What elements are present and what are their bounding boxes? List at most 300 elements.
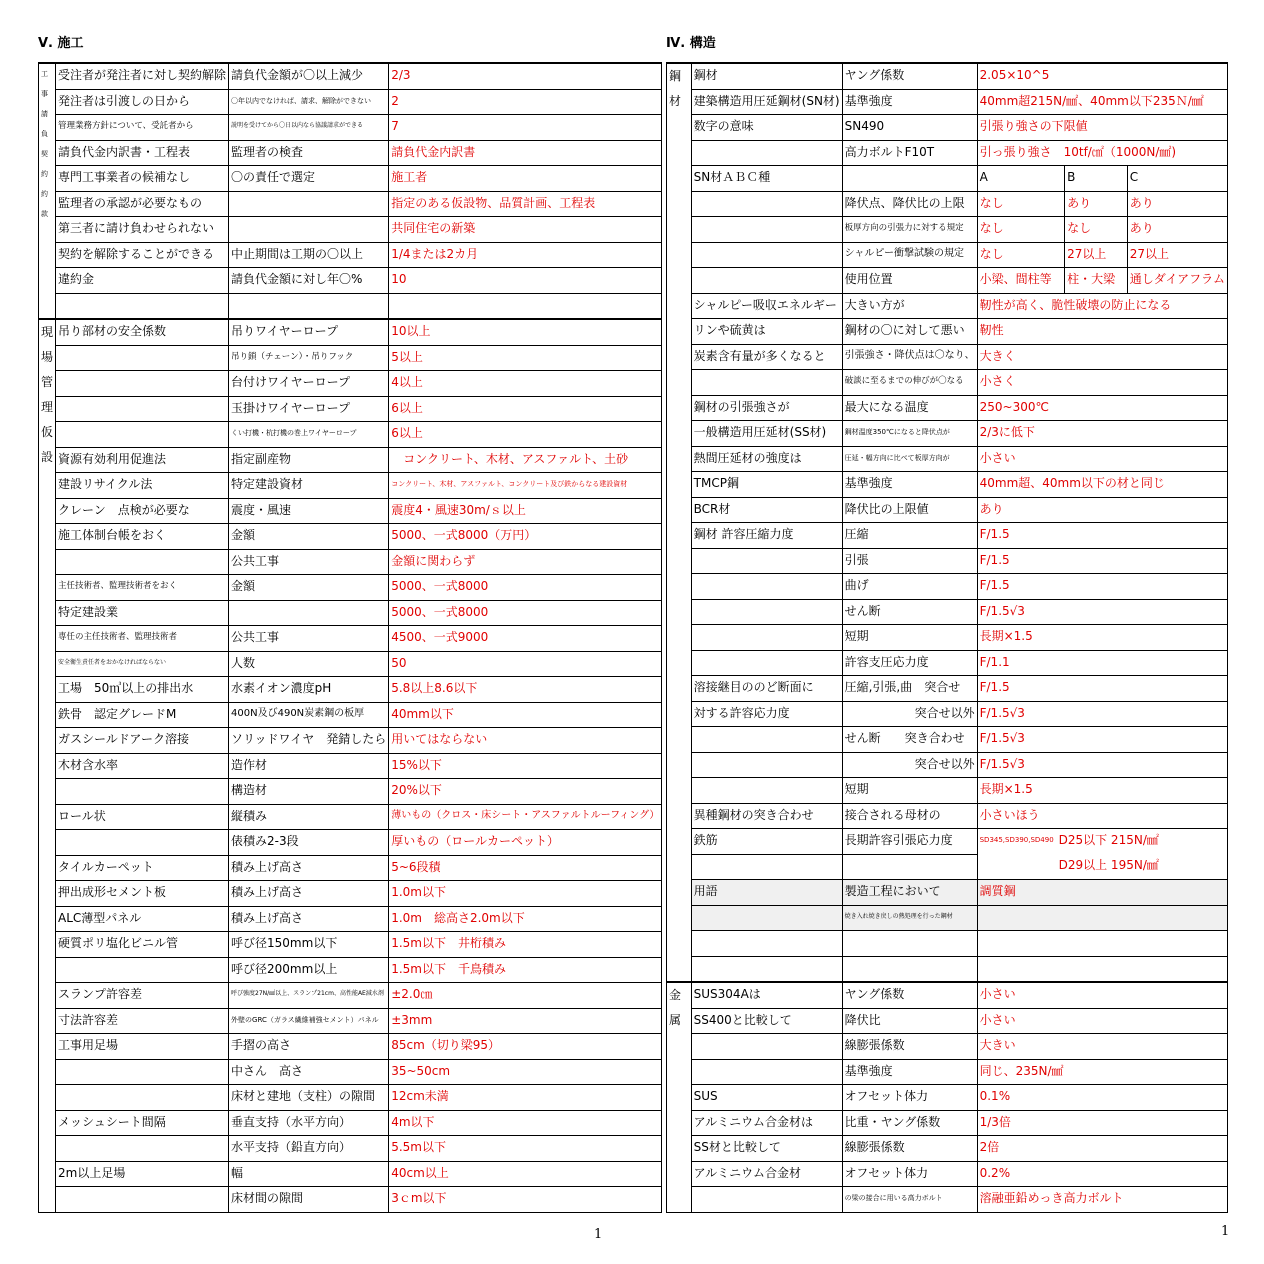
item-cell: 専門工事業者の候補なし	[56, 166, 229, 192]
item-cell: SS400と比較して	[691, 1008, 842, 1034]
table-row	[39, 242, 662, 268]
item-cell: 違約金	[56, 268, 229, 294]
table-row	[39, 1161, 662, 1187]
value-cell: 1.5m以下 千鳥積み	[389, 957, 662, 983]
condition-cell: 突合せ以外	[842, 701, 977, 727]
condition-cell: せん断 突き合わせ	[842, 727, 977, 753]
value-cell: SD345,SD390,SD490	[977, 829, 1057, 855]
condition-cell: 請負代金額が〇以上減少	[229, 63, 389, 89]
condition-cell: 垂直支持（水平方向）	[229, 1110, 389, 1136]
table-row	[39, 473, 662, 499]
item-cell: ALC薄型パネル	[56, 906, 229, 932]
item-cell	[691, 268, 842, 294]
grade-cell: なし	[1065, 217, 1128, 243]
condition-cell	[842, 854, 977, 880]
item-cell: 数字の意味	[691, 115, 842, 141]
table-row	[667, 1059, 1228, 1085]
table-row	[39, 371, 662, 397]
condition-cell: 中さん 高さ	[229, 1059, 389, 1085]
item-cell	[691, 599, 842, 625]
condition-cell: 呼び径150mm以下	[229, 932, 389, 958]
item-cell: 建設リサイクル法	[56, 473, 229, 499]
item-cell: 溶接継目ののど断面に	[691, 676, 842, 702]
table-row	[667, 293, 1228, 319]
table-row	[39, 855, 662, 881]
value-cell: 厚いもの（ロールカーペット）	[389, 830, 662, 856]
table-row	[667, 268, 1228, 294]
item-cell	[56, 957, 229, 983]
item-cell	[56, 779, 229, 805]
value-cell: 金額に関わらず	[389, 549, 662, 575]
table-row	[667, 1008, 1228, 1034]
table-row	[667, 497, 1228, 523]
condition-cell: シャルピー衝撃試験の規定	[842, 242, 977, 268]
item-cell	[691, 931, 842, 957]
table-row	[39, 906, 662, 932]
condition-cell: 破談に至るまでの伸びが〇なる	[842, 370, 977, 396]
value-cell: 2/3に低下	[977, 421, 1227, 447]
table-row	[39, 677, 662, 703]
condition-cell: 請負代金額に対し年〇%	[229, 268, 389, 294]
item-cell: 受注者が発注者に対し契約解除	[56, 63, 229, 89]
table-row	[667, 421, 1228, 447]
item-cell: 木材含水率	[56, 753, 229, 779]
condition-cell: 積み上げ高さ	[229, 906, 389, 932]
item-cell: 吊り部材の安全係数	[56, 319, 229, 345]
condition-cell	[842, 166, 977, 192]
condition-cell: 呼び径200mm以上	[229, 957, 389, 983]
value-cell: F/1.5√3	[977, 727, 1227, 753]
grade-cell: C	[1127, 166, 1227, 192]
condition-cell: 接合される母材の	[842, 803, 977, 829]
condition-cell: 降伏点、降伏比の上限	[842, 191, 977, 217]
condition-cell: 水素イオン濃度pH	[229, 677, 389, 703]
value-cell: F/1.5	[977, 523, 1227, 549]
value-cell: 20%以下	[389, 779, 662, 805]
table-row	[39, 983, 662, 1009]
table-row	[667, 599, 1228, 625]
item-cell: 鋼材	[691, 63, 842, 89]
value-cell: F/1.5√3	[977, 752, 1227, 778]
value-cell: 靭性が高く、脆性破壊の防止になる	[977, 293, 1227, 319]
condition-cell: 線膨張係数	[842, 1136, 977, 1162]
item-cell: SUS	[691, 1085, 842, 1111]
table-row	[39, 753, 662, 779]
item-cell: 安全衛生責任者をおかなければならない	[56, 651, 229, 677]
grade-cell: なし	[977, 217, 1064, 243]
value-cell: 引張り強さの下限値	[977, 115, 1227, 141]
structure-table	[666, 62, 1228, 1213]
item-cell	[56, 830, 229, 856]
item-cell: 第三者に請け負わせられない	[56, 217, 229, 243]
value-cell: 5~6段積	[389, 855, 662, 881]
value-cell: 指定のある仮設物、品質計画、工程表	[389, 191, 662, 217]
value-cell: 靭性	[977, 319, 1227, 345]
table-row	[667, 650, 1228, 676]
section-title: Ⅴ. 施工	[38, 36, 84, 51]
condition-cell: 線膨張係数	[842, 1034, 977, 1060]
table-row	[667, 344, 1228, 370]
item-cell: 炭素含有量が多くなると	[691, 344, 842, 370]
condition-cell	[842, 956, 977, 982]
condition-cell: 外壁のGRC（ガラス繊維補強セメント）パネル	[229, 1008, 389, 1034]
item-cell: 対する許容応力度	[691, 701, 842, 727]
value-cell: 用いてはならない	[389, 728, 662, 754]
table-row	[39, 957, 662, 983]
value-cell: F/1.1	[977, 650, 1227, 676]
table-row	[39, 63, 662, 89]
condition-cell	[229, 191, 389, 217]
table-row	[667, 115, 1228, 141]
table-row	[39, 447, 662, 473]
table-row	[39, 626, 662, 652]
condition-cell: 圧延・幅方向に比べて板厚方向が	[842, 446, 977, 472]
value-cell: 40mm超215N/㎟、40mm以下235Ｎ/㎟	[977, 89, 1227, 115]
value-cell: 10以上	[389, 319, 662, 345]
value-cell: 5以上	[389, 345, 662, 371]
item-cell: SS材と比較して	[691, 1136, 842, 1162]
table-row	[667, 880, 1228, 906]
condition-cell: 台付けワイヤーロープ	[229, 371, 389, 397]
condition-cell: 圧縮	[842, 523, 977, 549]
table-row	[667, 319, 1228, 345]
table-row	[39, 396, 662, 422]
table-row	[667, 89, 1228, 115]
value-cell	[977, 931, 1227, 957]
value-cell: 請負代金内訳書	[389, 140, 662, 166]
item-cell: 一般構造用圧延材(SS材)	[691, 421, 842, 447]
value-cell: 0.1%	[977, 1085, 1227, 1111]
value-cell: 6以上	[389, 422, 662, 448]
value-cell: 小さい	[977, 446, 1227, 472]
condition-cell: 引張強さ・降伏点は〇なり、	[842, 344, 977, 370]
table-row	[39, 1110, 662, 1136]
condition-cell: オフセット体力	[842, 1161, 977, 1187]
table-row	[667, 395, 1228, 421]
item-cell	[56, 1136, 229, 1162]
value-cell: 震度4・風速30m/ｓ以上	[389, 498, 662, 524]
table-row	[667, 1034, 1228, 1060]
table-row	[39, 702, 662, 728]
item-cell	[691, 242, 842, 268]
item-cell: 鋼材 許容圧縮力度	[691, 523, 842, 549]
item-cell	[691, 727, 842, 753]
item-cell: 鋼材の引張強さが	[691, 395, 842, 421]
table-row	[39, 319, 662, 345]
value-cell: 4m以下	[389, 1110, 662, 1136]
grade-cell: あり	[1127, 191, 1227, 217]
item-cell: クレーン 点検が必要な	[56, 498, 229, 524]
item-cell	[691, 217, 842, 243]
table-row	[39, 524, 662, 550]
item-cell	[56, 371, 229, 397]
table-row	[39, 728, 662, 754]
item-cell	[691, 548, 842, 574]
table-row	[39, 932, 662, 958]
grade-cell: 小梁、間柱等	[977, 268, 1064, 294]
table-row	[39, 89, 662, 115]
condition-cell: 中止期間は工期の〇以上	[229, 242, 389, 268]
item-cell: タイルカーペット	[56, 855, 229, 881]
value-cell: F/1.5√3	[977, 701, 1227, 727]
value-cell: 10	[389, 268, 662, 294]
table-row	[667, 574, 1228, 600]
value-cell: 5000、一式8000（万円）	[389, 524, 662, 550]
item-cell: スランプ許容差	[56, 983, 229, 1009]
value-cell: 5.8以上8.6以下	[389, 677, 662, 703]
item-cell: 管理業務方針について、受託者から	[56, 115, 229, 141]
value-cell: 大きい	[977, 1034, 1227, 1060]
item-cell: シャルピー吸収エネルギー	[691, 293, 842, 319]
table-row	[667, 1187, 1228, 1213]
table-row	[39, 575, 662, 601]
item-cell: 工事用足場	[56, 1034, 229, 1060]
table-row	[667, 905, 1228, 931]
item-cell: 鉄骨 認定グレードM	[56, 702, 229, 728]
condition-cell: 〇年以内でなければ、請求、解除ができない	[229, 89, 389, 115]
item-cell	[691, 370, 842, 396]
value-cell: 4以上	[389, 371, 662, 397]
table-row	[39, 600, 662, 626]
item-cell	[691, 905, 842, 931]
condition-cell: 金額	[229, 575, 389, 601]
condition-cell: 大きい方が	[842, 293, 977, 319]
table-row	[667, 778, 1228, 804]
item-cell: 異種鋼材の突き合わせ	[691, 803, 842, 829]
condition-cell: 鋼材温度350℃になると降伏点が	[842, 421, 977, 447]
value-cell: 溶融亜鉛めっき高力ボルト	[977, 1187, 1227, 1213]
page-number: 1	[1221, 1224, 1230, 1239]
table-row	[667, 1136, 1228, 1162]
item-cell	[56, 1059, 229, 1085]
value-cell: D25以下 215N/㎟	[1057, 829, 1228, 855]
grade-cell: あり	[1065, 191, 1128, 217]
item-cell: アルミニウム合金材	[691, 1161, 842, 1187]
condition-cell: 基準強度	[842, 1059, 977, 1085]
item-cell	[56, 1187, 229, 1213]
item-cell: 監理者の承認が必要なもの	[56, 191, 229, 217]
item-cell: 発注者は引渡しの日から	[56, 89, 229, 115]
value-cell: 2/3	[389, 63, 662, 89]
value-cell: 小さく	[977, 370, 1227, 396]
condition-cell: 指定副産物	[229, 447, 389, 473]
condition-cell: 短期	[842, 778, 977, 804]
table-row	[39, 115, 662, 141]
condition-cell: 許容支圧応力度	[842, 650, 977, 676]
category-cell: 現場管理 仮設	[39, 319, 56, 1212]
condition-cell: 金額	[229, 524, 389, 550]
table-row	[39, 549, 662, 575]
condition-cell: 造作材	[229, 753, 389, 779]
value-cell: 小さい	[977, 982, 1227, 1008]
table-row	[667, 701, 1228, 727]
value-cell	[389, 293, 662, 319]
table-row	[39, 1008, 662, 1034]
item-cell: 施工体制台帳をおく	[56, 524, 229, 550]
condition-cell: せん断	[842, 599, 977, 625]
item-cell: ロール状	[56, 804, 229, 830]
condition-cell: 〇の責任で選定	[229, 166, 389, 192]
condition-cell	[229, 600, 389, 626]
condition-cell: 板厚方向の引張力に対する規定	[842, 217, 977, 243]
condition-cell: 高力ボルトF10T	[842, 140, 977, 166]
value-cell: 6以上	[389, 396, 662, 422]
item-cell: リンや硫黄は	[691, 319, 842, 345]
condition-cell: 短期	[842, 625, 977, 651]
table-row	[39, 268, 662, 294]
item-cell: SUS304Aは	[691, 982, 842, 1008]
page-number: 1	[594, 1227, 603, 1242]
category-cell: 鋼材	[667, 63, 692, 982]
condition-cell: 俵積み2-3段	[229, 830, 389, 856]
value-cell: 1/3倍	[977, 1110, 1227, 1136]
condition-cell: 公共工事	[229, 549, 389, 575]
item-cell	[56, 293, 229, 319]
condition-cell	[229, 217, 389, 243]
condition-cell: 幅	[229, 1161, 389, 1187]
item-cell	[56, 549, 229, 575]
condition-cell: 構造材	[229, 779, 389, 805]
condition-cell: 吊りワイヤーロープ	[229, 319, 389, 345]
value-cell: 250~300℃	[977, 395, 1227, 421]
table-row	[667, 829, 1228, 855]
condition-cell	[842, 931, 977, 957]
condition-cell: 降伏比の上限値	[842, 497, 977, 523]
value-cell: 小さいほう	[977, 803, 1227, 829]
item-cell: 押出成形セメント板	[56, 881, 229, 907]
category-cell: 金属	[667, 982, 692, 1212]
value-cell	[977, 905, 1227, 931]
condition-cell: 特定建設資材	[229, 473, 389, 499]
value-cell: 85cm（切り梁95）	[389, 1034, 662, 1060]
category-cell: 工事請負契約約款	[39, 63, 56, 319]
condition-cell: ソリッドワイヤ 発錆したら	[229, 728, 389, 754]
table-row	[667, 446, 1228, 472]
grade-cell: B	[1065, 166, 1128, 192]
table-row	[667, 625, 1228, 651]
table-row	[667, 472, 1228, 498]
table-row	[39, 651, 662, 677]
value-cell: 同じ、235N/㎟	[977, 1059, 1227, 1085]
value-cell: 引っ張り強さ 10tf/㎠（1000N/㎟)	[977, 140, 1227, 166]
condition-cell: 呼び強度27N/㎟以上、スランプ21cm、高性能AE減水剤	[229, 983, 389, 1009]
table-row	[39, 345, 662, 371]
value-cell: 3ｃm以下	[389, 1187, 662, 1213]
value-cell: 共同住宅の新築	[389, 217, 662, 243]
grade-cell: なし	[977, 191, 1064, 217]
condition-cell: 人数	[229, 651, 389, 677]
table-row	[667, 63, 1228, 89]
item-cell	[691, 574, 842, 600]
value-cell: 小さい	[977, 1008, 1227, 1034]
item-cell	[691, 956, 842, 982]
construction-table	[38, 62, 662, 1213]
value-cell: F/1.5	[977, 676, 1227, 702]
table-row	[39, 830, 662, 856]
value-cell: 調質鋼	[977, 880, 1227, 906]
condition-cell: 使用位置	[842, 268, 977, 294]
value-cell: 1/4または2カ月	[389, 242, 662, 268]
value-cell: 1.0m 総高さ2.0m以下	[389, 906, 662, 932]
table-row	[39, 1085, 662, 1111]
item-cell	[691, 650, 842, 676]
item-cell	[691, 191, 842, 217]
table-row	[667, 548, 1228, 574]
table-row	[667, 1161, 1228, 1187]
value-cell: 長期×1.5	[977, 625, 1227, 651]
value-cell: 長期×1.5	[977, 778, 1227, 804]
value-cell: 大きく	[977, 344, 1227, 370]
condition-cell: SN490	[842, 115, 977, 141]
condition-cell: 焼き入れ焼き戻しの熱処理を行った鋼材	[842, 905, 977, 931]
table-row	[39, 498, 662, 524]
table-row	[667, 752, 1228, 778]
table-row	[39, 422, 662, 448]
value-cell: コンクリート、木材、アスファルト、コンクリート及び鉄からなる建設資材	[389, 473, 662, 499]
condition-cell: 基準強度	[842, 89, 977, 115]
value-cell: 40mm超、40mm以下の材と同じ	[977, 472, 1227, 498]
item-cell	[691, 1034, 842, 1060]
condition-cell: 製造工程において	[842, 880, 977, 906]
value-cell: 2	[389, 89, 662, 115]
table-row	[39, 881, 662, 907]
item-cell: SN材ＡＢＣ種	[691, 166, 842, 192]
condition-cell: 最大になる温度	[842, 395, 977, 421]
condition-cell: ヤング係数	[842, 63, 977, 89]
item-cell: アルミニウム合金材は	[691, 1110, 842, 1136]
item-cell	[691, 625, 842, 651]
item-cell: 請負代金内訳書・工程表	[56, 140, 229, 166]
table-row	[39, 779, 662, 805]
grade-cell: 通しダイアフラム	[1127, 268, 1227, 294]
value-cell: 5000、一式8000	[389, 600, 662, 626]
condition-cell: 鋼材の〇に対して悪い	[842, 319, 977, 345]
table-row	[667, 1110, 1228, 1136]
item-cell: 特定建設業	[56, 600, 229, 626]
value-cell: 12cm未満	[389, 1085, 662, 1111]
item-cell	[56, 422, 229, 448]
item-cell: 建築構造用圧延鋼材(SN材)	[691, 89, 842, 115]
condition-cell: 吊り鎖（チェーン）・吊りフック	[229, 345, 389, 371]
table-row	[39, 1059, 662, 1085]
table-row	[667, 242, 1228, 268]
condition-cell: 積み上げ高さ	[229, 855, 389, 881]
item-cell: メッシュシート間隔	[56, 1110, 229, 1136]
value-cell: 5.5m以下	[389, 1136, 662, 1162]
condition-cell: 水平支持（鉛直方向）	[229, 1136, 389, 1162]
table-row	[667, 140, 1228, 166]
condition-cell: 引張	[842, 548, 977, 574]
value-cell: 40cm以上	[389, 1161, 662, 1187]
value-cell: 7	[389, 115, 662, 141]
table-row	[667, 166, 1228, 192]
condition-cell: 震度・風速	[229, 498, 389, 524]
table-row	[39, 191, 662, 217]
condition-cell: くい打機・杭打機の巻上ワイヤーロープ	[229, 422, 389, 448]
condition-cell: 床材間の隙間	[229, 1187, 389, 1213]
grade-cell: 柱・大梁	[1065, 268, 1128, 294]
item-cell: 専任の主任技術者、監理技術者	[56, 626, 229, 652]
item-cell	[691, 1059, 842, 1085]
table-row	[667, 956, 1228, 982]
item-cell: ガスシールドアーク溶接	[56, 728, 229, 754]
condition-cell: ヤング係数	[842, 982, 977, 1008]
table-row	[39, 1136, 662, 1162]
value-cell: 50	[389, 651, 662, 677]
value-cell: 4500、一式9000	[389, 626, 662, 652]
table-row	[667, 803, 1228, 829]
value-cell: F/1.5	[977, 548, 1227, 574]
